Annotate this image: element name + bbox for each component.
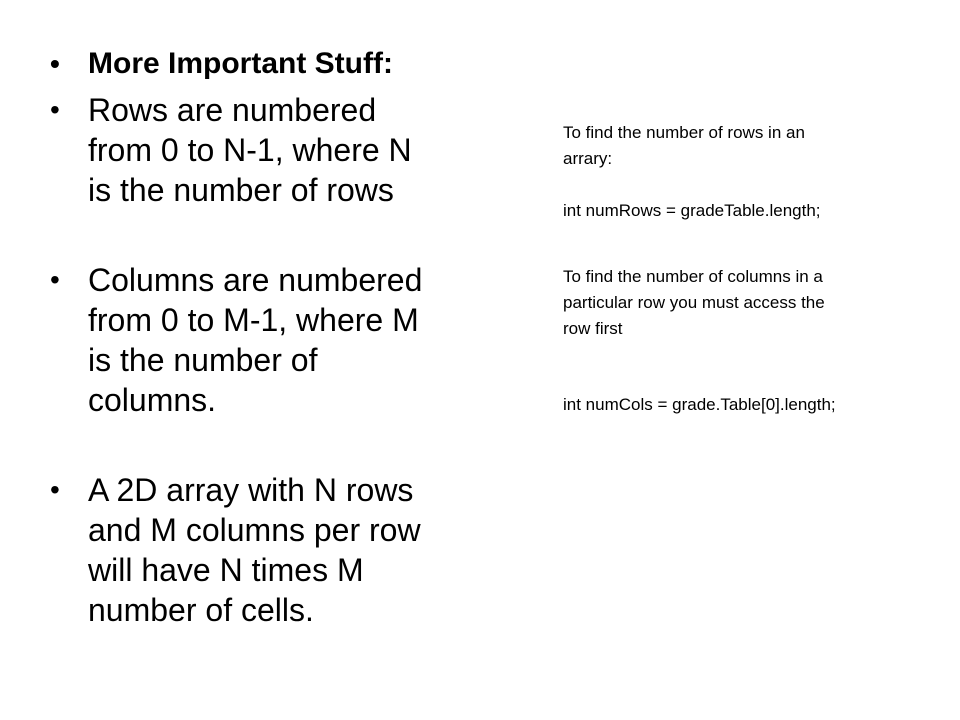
side-notes [563, 120, 933, 418]
bullet-line: A 2D array with N rows [88, 472, 414, 508]
bullet-line: is the number of [88, 342, 318, 378]
bullet-line: number of cells. [88, 592, 314, 628]
bullet-list [48, 44, 508, 630]
bullet-icon: • [50, 48, 60, 79]
columns-code: int numCols = grade.Table[0].length; [563, 395, 836, 414]
bullet-line: and M columns per row [88, 512, 421, 548]
columns-note [563, 264, 933, 342]
note-line: To find the number of columns in a [563, 267, 823, 286]
bullet-item-rows [48, 90, 508, 210]
bullet-line: columns. [88, 382, 217, 418]
bullet-item-cells [48, 470, 508, 630]
rows-code: int numRows = gradeTable.length; [563, 201, 821, 220]
bullet-line: from 0 to M-1, where M [88, 302, 419, 338]
bullet-line: will have N times M [88, 552, 364, 588]
spacer [563, 342, 933, 392]
rows-note [563, 120, 933, 172]
bullet-line: Rows are numbered [88, 92, 377, 128]
bullet-line: Columns are numbered [88, 262, 423, 298]
note-line: To find the number of rows in an [563, 123, 805, 142]
bullet-icon: • [50, 264, 60, 295]
spacer [563, 172, 933, 198]
bullet-item-heading [48, 44, 508, 84]
note-line: arrary: [563, 149, 613, 168]
heading-text: More Important Stuff: [88, 47, 393, 80]
note-line: row first [563, 319, 623, 338]
spacer [563, 224, 933, 264]
bullet-line: from 0 to N-1, where N [88, 132, 412, 168]
note-line: particular row you must access the [563, 293, 825, 312]
bullet-item-columns [48, 260, 508, 420]
bullet-content [48, 44, 508, 630]
bullet-icon: • [50, 94, 60, 125]
bullet-line: is the number of rows [88, 172, 394, 208]
bullet-icon: • [50, 474, 60, 505]
